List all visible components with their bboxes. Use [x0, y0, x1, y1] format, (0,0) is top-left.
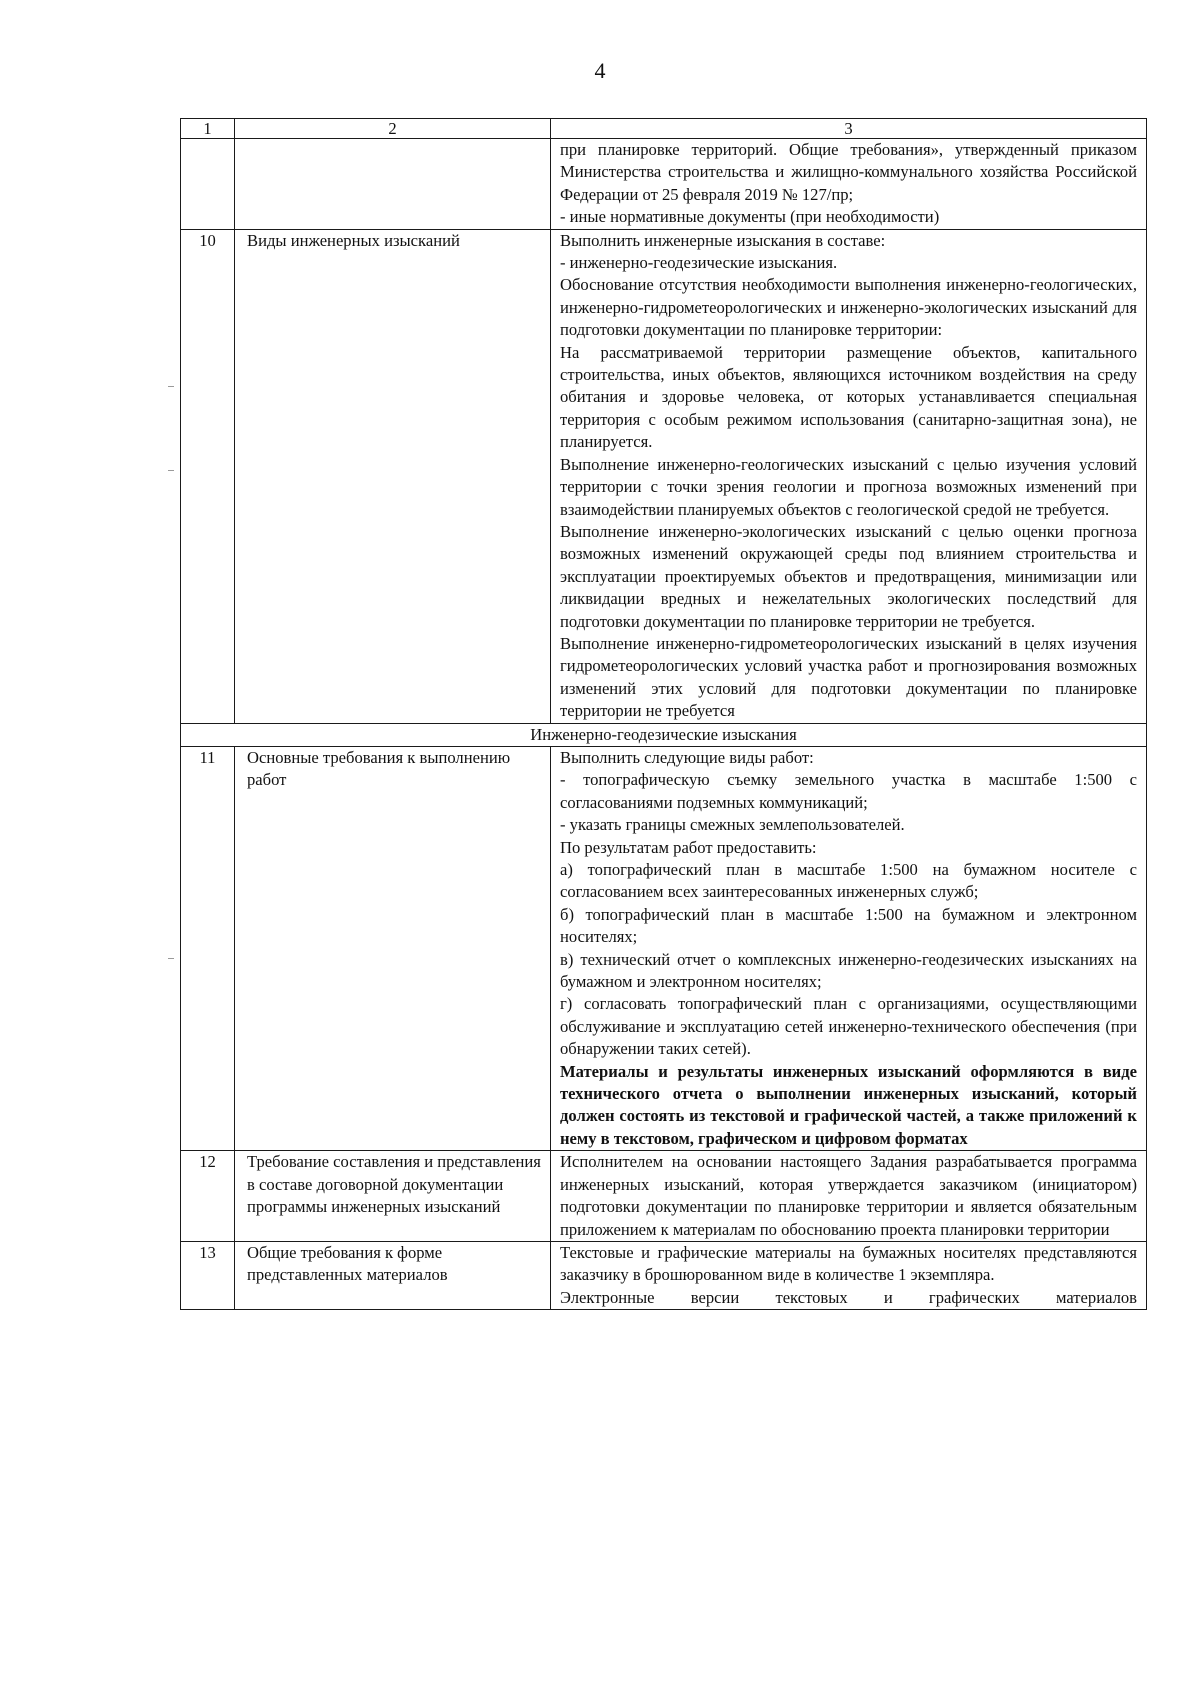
- content-paragraph: в) технический отчет о комплексных инженерно-геодезических изысканиях на бумажном и электронном носителях;: [560, 949, 1137, 992]
- content-paragraph: - топографическую съемку земельного участка в масштабе 1:500 с согласованиями подземных коммуникаций;: [560, 770, 1137, 812]
- content-paragraph: Исполнителем на основании настоящего Задания разрабатывается программа инженерных изысканий, которая утверждается заказчиком (инициатором) подготовки документации по планировке территории и является обязательным приложением к материалам по обоснованию проекта планировки территории: [560, 1152, 1137, 1239]
- row-content: [551, 139, 1147, 230]
- table-row-13: [181, 1241, 1147, 1309]
- row-number: [181, 139, 235, 230]
- content-paragraph: Текстовые и графические материалы на бумажных носителях представляются заказчику в брошюрованном виде в количестве 1 экземпляра.: [560, 1242, 1137, 1285]
- row-number: 12: [181, 1151, 235, 1242]
- row-name: Общие требования к форме представленных материалов: [235, 1241, 551, 1309]
- table-row-12: [181, 1151, 1147, 1242]
- row-number: 10: [181, 229, 235, 723]
- table-row-continuation: [181, 139, 1147, 230]
- content-paragraph: Выполнение инженерно-гидрометеорологических изысканий в целях изучения гидрометеорологических условий участка работ и прогнозирования возможных изменений этих условий для подготовки документации по планировке территории не требуется: [560, 633, 1137, 721]
- scan-artifact: [168, 386, 174, 387]
- requirements-table: [180, 118, 1147, 1310]
- content-paragraph: По результатам работ предоставить:: [560, 837, 817, 857]
- content-paragraph: На рассматриваемой территории размещение объектов, капитального строительства, иных объектов, являющихся источником воздействия на среду обитания и здоровье человека, от которых устанавливается специальная территория с особым режимом использования (санитарно-защитная зона), не планируется.: [560, 342, 1137, 452]
- content-paragraph: Выполнение инженерно-экологических изысканий с целью оценки прогноза возможных изменений окружающей среды под влиянием строительства и эксплуатации проектируемых объектов и предотвращения, минимизации или ликвидации вредных и нежелательных экологических последствий для подготовки документации по планировке территории не требуется.: [560, 521, 1137, 631]
- row-content: [551, 229, 1147, 723]
- content-paragraph: Выполнить следующие виды работ:: [560, 747, 814, 767]
- scan-artifact: [168, 470, 174, 471]
- row-number: 13: [181, 1241, 235, 1309]
- page-number: 4: [594, 58, 606, 83]
- row-name: Виды инженерных изысканий: [235, 229, 551, 723]
- content-paragraph: а) топографический план в масштабе 1:500 на бумажном носителе с согласованием всех заинтересованных инженерных служб;: [560, 860, 1137, 902]
- content-paragraph: Выполнение инженерно-геологических изысканий с целью изучения условий территории с точки зрения геологии и прогноза возможных изменений при взаимодействии планируемых объектов с геологической средой не требуется.: [560, 454, 1137, 519]
- row-name: Основные требования к выполнению работ: [235, 746, 551, 1150]
- content-paragraph: - инженерно-геодезические изыскания.: [560, 253, 838, 273]
- header-col-3: 3: [551, 119, 1147, 139]
- content-paragraph: г) согласовать топографический план с организациями, осуществляющими обслуживание и эксплуатацию сетей инженерно-технического обеспечения (при обнаружении таких сетей).: [560, 994, 1137, 1059]
- scan-artifact: [168, 958, 174, 959]
- header-col-2: 2: [235, 119, 551, 139]
- table-header-row: [181, 119, 1147, 139]
- content-paragraph: б) топографический план в масштабе 1:500 на бумажном и электронном носителях;: [560, 904, 1137, 947]
- row-name: Требование составления и представления в составе договорной документации программы инженерных изысканий: [235, 1151, 551, 1242]
- table-row-11: [181, 746, 1147, 1150]
- row-content: [551, 746, 1147, 1150]
- row-name: [235, 139, 551, 230]
- row-content: [551, 1151, 1147, 1242]
- content-paragraph: - указать границы смежных землепользователей.: [560, 815, 905, 835]
- content-paragraph: Выполнить инженерные изыскания в составе:: [560, 230, 886, 250]
- table-row-10: [181, 229, 1147, 723]
- content-paragraph: - иные нормативные документы (при необходимости): [560, 207, 940, 227]
- content-paragraph: при планировке территорий. Общие требования», утвержденный приказом Министерства строительства и жилищно-коммунального хозяйства Российской Федерации от 25 февраля 2019 № 127/пр;: [560, 140, 1137, 204]
- section-title: Инженерно-геодезические изыскания: [181, 723, 1147, 746]
- content-paragraph: Обоснование отсутствия необходимости выполнения инженерно-геологических, инженерно-гидрометеорологических и инженерно-экологических изысканий для подготовки документации по планировке территории:: [560, 275, 1137, 340]
- content-paragraph: Электронные версии текстовых и графических материалов: [560, 1287, 1137, 1307]
- row-content: [551, 1241, 1147, 1309]
- header-col-1: 1: [181, 119, 235, 139]
- section-row: [181, 723, 1147, 746]
- bold-paragraph: Материалы и результаты инженерных изысканий оформляются в виде технического отчета о выполнении инженерных изысканий, который должен состоять из текстовой и графической частей, а также приложений к нему в текстовом, графическом и цифровом форматах: [560, 1061, 1137, 1148]
- row-number: 11: [181, 746, 235, 1150]
